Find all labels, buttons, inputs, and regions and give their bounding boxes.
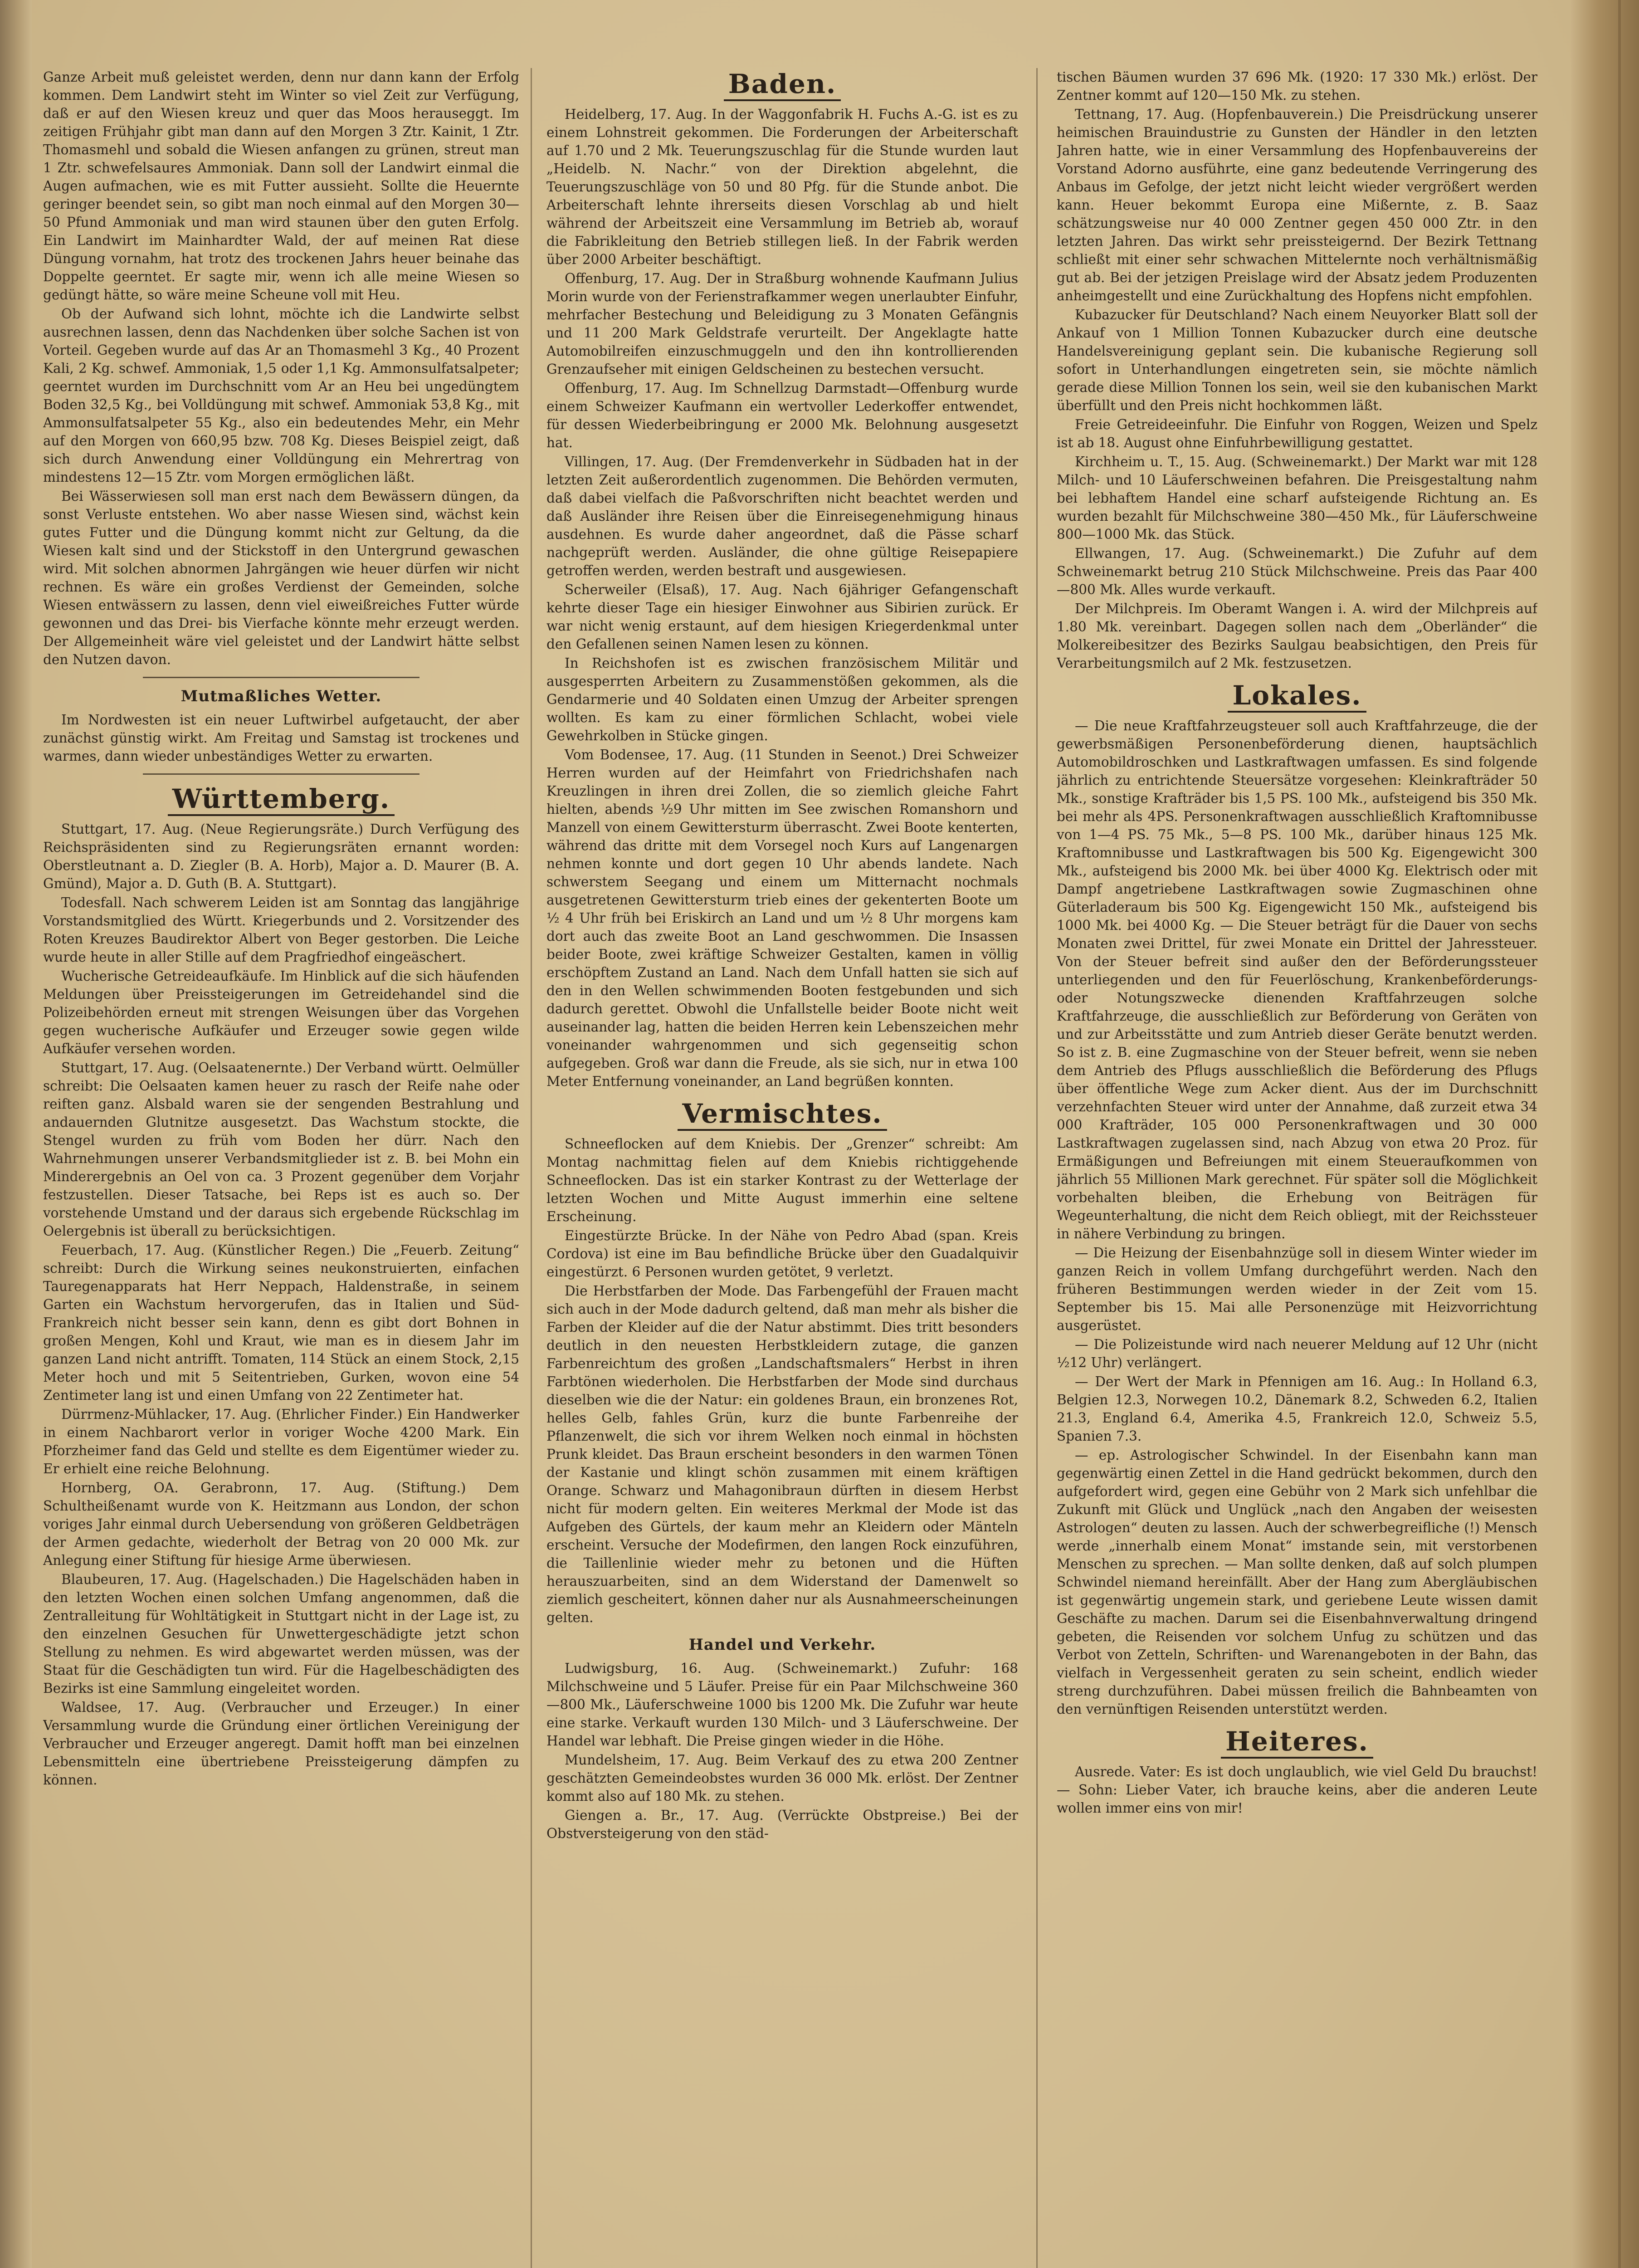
news-item: Ellwangen, 17. Aug. (Schweinemarkt.) Die Zufuhr auf dem Schweinemarkt betrug 210 Stück Milchschweine. Preis das Paar 400—800 Mk. Alles wurde verkauft. (1057, 546, 1537, 597)
section-heading-vermischtes (546, 1098, 1018, 1129)
column-rule-2 (1036, 68, 1038, 2268)
news-item: Hornberg, OA. Gerabronn, 17. Aug. (Stiftung.) Dem Schultheißenamt wurde von K. Heitzmann aus London, der schon voriges Jahr einmal durch Uebersendung von größeren Geldbeträgen der Armen gedachte, wiederholt der Betrag von 20 000 Mk. zur Anlegung einer Stiftung für hiesige Arme überwiesen. (43, 1480, 519, 1568)
article-text: Bei Wässerwiesen soll man erst nach dem Bewässern düngen, da sonst Verluste entstehen. Wo aber nasse Wiesen sind, wächst kein gutes Futter und die Düngung kommt nicht zur Geltung, da die Wiesen kalt sind und der Stickstoff in den Untergrund gewaschen wird. Mit solchen abnormen Jahrgängen wie heuer dürfen wir nicht rechnen. Es wäre ein großes Verdienst der Gemeinden, solche Wiesen entwässern zu lassen, denn viel eiweißreiches Futter würde gewonnen und das Drei- bis Vierfache könnte mehr erzeugt werden. Der Allgemeinheit wäre viel geleistet und der Landwirt hätte selbst den Nutzen davon. (43, 489, 519, 667)
weather-text: Im Nordwesten ist ein neuer Luftwirbel aufgetaucht, der aber zunächst günstig wirkt. Am Freitag und Samstag ist trockenes und warmes, dann wieder unbeständiges Wetter zu erwarten. (43, 712, 519, 764)
section-heading-text: Lokales. (1228, 680, 1366, 713)
news-item: Der Milchpreis. Im Oberamt Wangen i. A. wird der Milchpreis auf 1.80 Mk. vereinbart. Dagegen sollen nach dem „Oberländer“ die Molkereibesitzer des Bezirks Saulgau beabsichtigen, den Preis für Verarbeitungsmilch auf 2 Mk. festzusetzen. (1057, 601, 1537, 671)
news-item: Kubazucker für Deutschland? Nach einem Neuyorker Blatt soll der Ankauf von 1 Million Tonnen Kubazucker durch eine deutsche Handelsvereinigung geplant sein. Die kubanische Regierung soll sofort in Unterhandlungen eingetreten sein, sie möchte nämlich gerade diese Million Tonnen los sein, weil sie den kubanischen Markt überfüllt und den Preis nicht hochkommen läßt. (1057, 307, 1537, 413)
news-item: Stuttgart, 17. Aug. (Oelsaatenernte.) Der Verband württ. Oelmüller schreibt: Die Oelsaaten kamen heuer zu rasch der Reife nahe oder reiften ganz. Alsbald waren sie der sengenden Bestrahlung und andauernden Glutnitze ausgesetzt. Das Wachstum stockte, die Stengel wurden zu früh vom Boden her dürr. Nach den Wahrnehmungen unserer Verbandsmitglieder ist z. B. bei Mohn ein Minderergebnis an Oel von ca. 3 Prozent gegenüber dem Vorjahr festzustellen. Dieser Tatsache, bei Reps ist es auch so. Der vorstehende Umstand und der daraus sich ergebende Rückschlag im Oelergebnis ist überall zu berücksichtigen. (43, 1060, 519, 1239)
article-text: Ganze Arbeit muß geleistet werden, denn nur dann kann der Erfolg kommen. Dem Landwirt steht im Winter so viel Zeit zur Verfügung, daß er auf den Wiesen kreuz und quer das Moos herauseggt. Im zeitigen Frühjahr gibt man dann auf den Morgen 3 Ztr. Kainit, 1 Ztr. Thomasmehl und sobald die Wiesen anfangen zu grünen, streut man 1 Ztr. schwefelsaures Ammoniak. Dann soll der Landwirt einmal die Augen aufmachen, wie es mit Futter aussieht. Sollte die Heuernte geringer beendet sein, so gibt man noch einmal auf den Morgen 30—50 Pfund Ammoniak und man wird staunen über den guten Erfolg. Ein Landwirt im Mainhardter Wald, der auf meinen Rat diese Düngung vornahm, hat trotz des trockenen Jahrs heuer beinahe das Doppelte geerntet. Er sagte mir, wenn ich alle meine Wiesen so gedüngt hätte, so wäre meine Scheune voll mit Heu. (43, 69, 519, 303)
news-item: tischen Bäumen wurden 37 696 Mk. (1920: 17 330 Mk.) erlöst. Der Zentner kommt auf 120—150 Mk. zu stehen. (1057, 69, 1537, 103)
section-heading-text: Württemberg. (168, 783, 395, 816)
news-item: Waldsee, 17. Aug. (Verbraucher und Erzeuger.) In einer Versammlung wurde die Gründung einer örtlichen Vereinigung der Verbraucher und Erzeuger angeregt. Damit hofft man bei einzelnen Lebensmitteln eine übertriebene Preissteigerung dämpfen zu können. (43, 1700, 519, 1788)
news-item: — Der Wert der Mark in Pfennigen am 16. Aug.: In Holland 6.3, Belgien 12.3, Norwegen 10.2, Dänemark 8.2, Schweden 6.2, Italien 21.3, England 6.4, Amerika 4.5, Frankreich 12.0, Schweiz 5.5, Spanien 7.3. (1057, 1374, 1537, 1444)
column-2 (546, 68, 1018, 2268)
news-item: — Die Polizeistunde wird nach neuerer Meldung auf 12 Uhr (nicht ½12 Uhr) verlängert. (1057, 1337, 1537, 1370)
divider (143, 677, 420, 678)
joke-text: Ausrede. Vater: Es ist doch unglaublich, wie viel Geld Du brauchst! — Sohn: Lieber Vater, ich brauche keins, aber die anderen Leute wollen immer eins von mir! (1057, 1764, 1537, 1816)
news-item: Blaubeuren, 17. Aug. (Hagelschaden.) Die Hagelschäden haben in den letzten Wochen einen solchen Umfang angenommen, daß die Zentralleitung für Wohltätigkeit in Stuttgart nicht in der Lage ist, zu den einzelnen Gesuchen für Unwettergeschädigte jetzt schon Stellung zu nehmen. Es wird abgewartet werden müssen, was der Staat für die Geschädigten tun wird. Für die Hagelbeschädigten des Bezirks ist eine Sammlung eingeleitet worden. (43, 1572, 519, 1696)
section-heading-wuerttemberg (43, 783, 519, 815)
news-item: Feuerbach, 17. Aug. (Künstlicher Regen.) Die „Feuerb. Zeitung“ schreibt: Durch die Wirkung seines neukonstruierten, einfachen Tauregenapparats hat Herr Neppach, Haldenstraße, in seinem Garten ein Wachstum hervorgerufen, das in Italien und Süd-Frankreich nicht besser sein kann, denn es gibt dort Bohnen in großen Mengen, Kohl und Kraut, wie man es in diesem Jahr im ganzen Land nicht antrifft. Tomaten, 114 Stück an einem Stock, 2,15 Meter hoch und mit 5 Seitentrieben, Gurken, wovon eine 54 Zentimeter lang ist und einen Umfang von 22 Zentimeter hat. (43, 1242, 519, 1403)
news-item: Freie Getreideeinfuhr. Die Einfuhr von Roggen, Weizen und Spelz ist ab 18. August ohne Einfuhrbewilligung gestattet. (1057, 417, 1537, 450)
column-rule-1 (531, 68, 532, 2268)
news-item: Die Herbstfarben der Mode. Das Farbengefühl der Frauen macht sich auch in der Mode dadurch geltend, daß man mehr als bisher die Farben der Kleider auf die der Natur abstimmt. Dies tritt besonders deutlich in den neuesten Herbstkleidern zutage, die ganzen Farbenreichtum des großen „Landschaftsmalers“ Herbst in ihren Farbtönen wiederholen. Die Herbstfarben der Mode sind durchaus dieselben wie die der Natur: ein goldenes Braun, ein bronzenes Rot, helles Gelb, fahles Grün, kurz die bunte Farbenreihe der Pflanzenwelt, die sich vor ihrem Welken noch einmal in höchsten Prunk kleidet. Das Braun erscheint besonders in den warmen Tönen der Kastanie und klingt schön zusammen mit einem kräftigen Orange. Schwarz und Mahagonibraun dürften in diesem Herbst nicht für modern gelten. Ein weiteres Merkmal der Mode ist das Aufgeben des Gürtels, der kaum mehr an Kleidern oder Mänteln erscheint. Versuche der Modefirmen, den langen Rock einzuführen, die Taillenlinie wieder mehr zu betonen und die Hüften herauszuarbeiten, sind an dem Widerstand der Damenwelt so ziemlich gescheitert, können daher nur als Ausnahmeerscheinungen gelten. (546, 1283, 1018, 1625)
news-item: Giengen a. Br., 17. Aug. (Verrückte Obstpreise.) Bei der Obstversteigerung von den städ- (546, 1808, 1018, 1841)
news-item: Dürrmenz-Mühlacker, 17. Aug. (Ehrlicher Finder.) Ein Handwerker in einem Nachbarort verlor in voriger Woche 4200 Mark. Ein Pforzheimer fand das Geld und stellte es dem Eigentümer wieder zu. Er erhielt eine reiche Belohnung. (43, 1407, 519, 1476)
right-page-edge (1571, 0, 1639, 2268)
news-item: Ludwigsburg, 16. Aug. (Schweinemarkt.) Zufuhr: 168 Milchschweine und 5 Läufer. Preise für ein Paar Milchschweine 360—800 Mk., Läuferschweine 1000 bis 1200 Mk. Die Zufuhr war heute eine starke. Verkauft wurden 130 Milch- und 3 Läuferschweine. Der Handel war lebhaft. Die Preise gingen wieder in die Höhe. (546, 1661, 1018, 1749)
news-item: Stuttgart, 17. Aug. (Neue Regierungsräte.) Durch Verfügung des Reichspräsidenten sind zu Regierungsräten ernannt worden: Oberstleutnant a. D. Ziegler (B. A. Horb), Major a. D. Maurer (B. A. Gmünd), Major a. D. Guth (B. A. Stuttgart). (43, 821, 519, 891)
section-heading-lokales (1057, 679, 1537, 711)
news-item: In Reichshofen ist es zwischen französischem Militär und ausgesperrten Arbeitern zu Zusammenstößen gekommen, als die Gendarmerie und 40 Soldaten einen Umzug der Arbeiter sprengen wollten. Es kam zu einer förmlichen Schlacht, wobei viele Gewehrkolben in Stücke gingen. (546, 655, 1018, 743)
column-3 (1057, 68, 1537, 2268)
news-item: Heidelberg, 17. Aug. In der Waggonfabrik H. Fuchs A.-G. ist es zu einem Lohnstreit gekommen. Die Forderungen der Arbeiterschaft auf 1.70 und 2 Mk. Teuerungszuschlag für die Stunde wurden laut „Heidelb. N. Nachr.“ von der Direktion abgelehnt, die Teuerungszuschläge von 50 und 80 Pfg. für die Stunde anbot. Die Arbeiterschaft lehnte ihrerseits diesen Vorschlag ab und hielt während der Arbeitszeit eine Versammlung im Betrieb ab, worauf die Fabrikleitung den Betrieb stillegen ließ. In der Fabrik werden über 2000 Arbeiter beschäftigt. (546, 107, 1018, 267)
news-item: — ep. Astrologischer Schwindel. In der Eisenbahn kann man gegenwärtig einen Zettel in die Hand gedrückt bekommen, durch den aufgefordert wird, gegen eine Gebühr von 2 Mark sich unfehlbar die Zukunft mit Glück und Unglück „nach den Angaben der weisesten Astrologen“ deuten zu lassen. Auch der schwerbegreifliche (!) Mensch werde „innerhalb einem Monat“ imstande sein, mit verstorbenen Menschen zu sprechen. — Man sollte denken, daß auf solch plumpen Schwindel niemand hereinfällt. Aber der Hang zum Abergläubischen ist gegenwärtig ungemein stark, und geriebene Leute wissen damit Geschäfte zu machen. Darum sei die Eisenbahnverwaltung dringend gebeten, die Reisenden vor solchem Unfug zu schützen und das Verbot von Zetteln, Schriften- und Warenangeboten in der Bahn, das vielfach in Vergessenheit geraten zu sein scheint, endlich wieder streng durchzuführen. Dabei müssen freilich die Bahnbeamten von den vernünftigen Reisenden unterstützt werden. (1057, 1447, 1537, 1717)
section-heading-text: Baden. (724, 68, 841, 101)
news-item: — Die neue Kraftfahrzeugsteuer soll auch Kraftfahrzeuge, die der gewerbsmäßigen Personenbeförderung dienen, hauptsächlich Automobildroschken und Lastkraftwagen umfassen. Es sind folgende jährlich zu entrichtende Steuersätze vorgesehen: Kleinkrafträder 50 Mk., sonstige Krafträder bis 1,5 PS. 100 Mk., aufsteigend bis 350 Mk. bei mehr als 4PS. Personenkraftwagen ausschließlich Kraftomnibusse von 1—4 PS. 75 Mk., 5—8 PS. 100 Mk., darüber hinaus 125 Mk. Kraftomnibusse und Lastkraftwagen bis 500 Kg. Eigengewicht 300 Mk., aufsteigend bis 2000 Mk. bei über 4000 Kg. Elektrisch oder mit Dampf angetriebene Lastkraftwagen sowie Zugmaschinen ohne Güterladeraum bis 500 Kg. Eigengewicht 150 Mk., aufsteigend bis 1000 Mk. bei 4000 Kg. — Die Steuer beträgt für die Dauer von sechs Monaten zwei Drittel, für zwei Monate ein Drittel der Jahressteuer. Von der Steuer befreit sind außer den der Beförderungssteuer unterliegenden und den für Feuerlöschung, Krankenbeförderungs- oder Notungszwecke dienenden Kraftfahrzeugen solche Kraftfahrzeuge, die ausschließlich zur Beförderung von Geräten von und zur Arbeitsstätte und zum Antrieb dieser Geräte benutzt werden. So ist z. B. eine Zugmaschine von der Steuer befreit, wenn sie neben dem Antrieb des Pflugs ausschließlich die Beförderung des Pflugs über öffentliche Wege zum Acker dient. Aus der im Durchschnitt verzehnfachten Steuer wird unter der Annahme, daß zurzeit etwa 34 000 Krafträder, 105 000 Personenkraftwagen und 30 000 Lastkraftwagen zugelassen sind, nach Abzug von etwa 20 Proz. für Ermäßigungen und Befreiungen mit einem Steueraufkommen von jährlich 55 Millionen Mark gerechnet. Für später soll die Möglichkeit vorbehalten bleiben, die Erhebung von Beiträgen für Wegeunterhaltung, die nicht dem Reich obliegt, mit der Reichssteuer in nähere Verbindung zu bringen. (1057, 718, 1537, 1242)
page-edge-shadow (1618, 0, 1621, 2268)
news-item: Mundelsheim, 17. Aug. Beim Verkauf des zu etwa 200 Zentner geschätzten Gemeindeobstes wurden 36 000 Mk. erlöst. Der Zentner kommt also auf 180 Mk. zu stehen. (546, 1752, 1018, 1804)
news-item: — Die Heizung der Eisenbahnzüge soll in diesem Winter wieder im ganzen Reich in vollem Umfang durchgeführt werden. Nach den früheren Bestimmungen werden wieder in der Zeit vom 15. September bis 15. Mai alle Personenzüge mit Heizvorrichtung ausgerüstet. (1057, 1245, 1537, 1333)
news-item: Schneeflocken auf dem Kniebis. Der „Grenzer“ schreibt: Am Montag nachmittag fielen auf dem Kniebis richtiggehende Schneeflocken. Das ist ein starker Kontrast zu der Wetterlage der letzten Wochen und Mitte August immerhin eine seltene Erscheinung. (546, 1136, 1018, 1224)
section-heading-text: Vermischtes. (678, 1098, 887, 1131)
section-heading-baden (546, 68, 1018, 100)
news-item: Offenburg, 17. Aug. Im Schnellzug Darmstadt—Offenburg wurde einem Schweizer Kaufmann ein wertvoller Lederkoffer entwendet, für dessen Wiederbeibringung er 2000 Mk. Belohnung ausgesetzt hat. (546, 381, 1018, 450)
subsection-heading-handel: Handel und Verkehr. (688, 1636, 876, 1654)
left-page-gutter (0, 0, 32, 2268)
news-item: Eingestürzte Brücke. In der Nähe von Pedro Abad (span. Kreis Cordova) ist eine im Bau befindliche Brücke über den Guadalquivir eingestürzt. 6 Personen wurden getötet, 9 verletzt. (546, 1228, 1018, 1280)
news-item: Kirchheim u. T., 15. Aug. (Schweinemarkt.) Der Markt war mit 128 Milch- und 10 Läuferschweinen befahren. Die Preisgestaltung nahm bei lebhaftem Handel eine scharf aufsteigende Richtung an. Es wurden bezahlt für Milchschweine 380—450 Mk., für Läuferschweine 800—1000 Mk. das Stück. (1057, 454, 1537, 542)
divider (143, 773, 420, 775)
news-item: Villingen, 17. Aug. (Der Fremdenverkehr in Südbaden hat in der letzten Zeit außerordentlich zugenommen. Die Behörden vermuten, daß dabei vielfach die Paßvorschriften nicht beachtet werden und daß Ausländer ihre Reisen über die Einreisegenehmigung hinaus ausdehnen. Es wurde daher angeordnet, daß die Pässe scharf nachgeprüft werden. Ausländer, die ohne gültige Reisepapiere getroffen werden, werden bestraft und ausgewiesen. (546, 454, 1018, 578)
column-1 (43, 68, 519, 2268)
news-item: Offenburg, 17. Aug. Der in Straßburg wohnende Kaufmann Julius Morin wurde von der Ferienstrafkammer wegen unerlaubter Einfuhr, mehrfacher Bestechung und Beleidigung zu 3 Monaten Gefängnis und 11 200 Mark Geldstrafe verurteilt. Der Angeklagte hatte Automobilreifen einzuschmuggeln und den ihn kontrollierenden Grenzaufseher mit einigen Geldscheinen zu bestechen versucht. (546, 271, 1018, 377)
article-text: Ob der Aufwand sich lohnt, möchte ich die Landwirte selbst ausrechnen lassen, denn das Nachdenken über solche Sachen ist von Vorteil. Gegeben wurde auf das Ar an Thomasmehl 3 Kg., 40 Prozent Kali, 2 Kg. schwef. Ammoniak, 1,5 oder 1,1 Kg. Ammonsulfatsalpeter; geerntet wurden im Durchschnitt vom Ar an Heu bei ungedüngtem Boden 32,5 Kg., bei Volldüngung mit schwef. Ammoniak 53,8 Kg., mit Ammonsulfatsalpeter 55 Kg., also ein bedeutendes Mehr, ein Mehr auf den Morgen von 660,95 bzw. 708 Kg. Dieses Beispiel zeigt, daß sich durch Anwendung einer Volldüngung ein Mehrertrag von mindestens 12—15 Ztr. vom Morgen ermöglichen läßt. (43, 306, 519, 485)
news-item: Tettnang, 17. Aug. (Hopfenbauverein.) Die Preisdrückung unserer heimischen Brauindustrie zu Gunsten der Händler in den letzten Jahren hatte, wie in einer Versammlung des Hopfenbauvereins der Vorstand Adorno ausführte, eine ganz bedeutende Verringerung des Anbaus im Gefolge, der jetzt nicht leicht wieder vergrößert werden kann. Heuer bekommt Europa eine Mißernte, z. B. Saaz schätzungsweise nur 40 000 Zentner gegen 450 000 Ztr. in den letzten Jahren. Das wirkt sehr preissteigernd. Der Bezirk Tettnang schließt mit einer sehr schwachen Mittelernte noch verhältnismäßig gut ab. Bei der jetzigen Preislage wird der Absatz jedem Produzenten anheimgestellt und eine Zurückhaltung des Hopfens nicht empfohlen. (1057, 107, 1537, 303)
news-item: Vom Bodensee, 17. Aug. (11 Stunden in Seenot.) Drei Schweizer Herren wurden auf der Heimfahrt von Friedrichshafen nach Kreuzlingen in ihren drei Zollen, die so ziemlich gleiche Fahrt hielten, abends ½9 Uhr mitten im See zwischen Romanshorn und Manzell von einem Gewittersturm überrascht. Zwei Boote kenterten, während das dritte mit dem Vorsegel noch Kurs auf Langenargen nehmen konnte und dort gegen 10 Uhr abends landete. Nach schwerstem Seegang und einem um Mitternacht nochmals ausgetretenen Gewittersturm trieb eines der gekenterten Boote um ½ 4 Uhr früh bei Eriskirch an Land und um ½ 8 Uhr morgens kam dort auch das zweite Boot an Land geschwommen. Die Insassen beider Boote, zwei kräftige Schweizer Gestalten, kamen in völlig erschöpftem Zustand an Land. Nach dem Unfall hatten sie sich auf den in den Wellen schwimmenden Booten festgebunden und sich dadurch gerettet. Obwohl die Unfallstelle beider Boote nicht weit auseinander lag, hatten die beiden Herren kein Lebenszeichen mehr voneinander wahrgenommen und sich gegenseitig schon aufgegeben. Groß war dann die Freude, als sie sich, nur in etwa 100 Meter Entfernung voneinander, an Land begrüßen konnten. (546, 747, 1018, 1089)
news-item: Scherweiler (Elsaß), 17. Aug. Nach 6jähriger Gefangenschaft kehrte dieser Tage ein hiesiger Einwohner aus Sibirien zurück. Er war nicht wenig erstaunt, auf dem hiesigen Kriegerdenkmal unter den Gefallenen seinen Namen lesen zu können. (546, 582, 1018, 652)
section-heading-heiteres (1057, 1725, 1537, 1757)
weather-heading: Mutmaßliches Wetter. (180, 687, 382, 705)
news-item: Todesfall. Nach schwerem Leiden ist am Sonntag das langjährige Vorstandsmitglied des Württ. Kriegerbunds und 2. Vorsitzender des Roten Kreuzes Baudirektor Albert von Beger gestorben. Die Leiche wurde heute in aller Stille auf dem Pragfriedhof eingeäschert. (43, 895, 519, 965)
section-heading-text: Heiteres. (1221, 1726, 1373, 1759)
news-item: Wucherische Getreideaufkäufe. Im Hinblick auf die sich häufenden Meldungen über Preissteigerungen im Getreidehandel sind die Polizeibehörden erneut mit strengen Weisungen über das Vorgehen gegen wucherische Aufkäufer und Erzeuger sowie gegen wilde Aufkäufer versehen worden. (43, 968, 519, 1056)
